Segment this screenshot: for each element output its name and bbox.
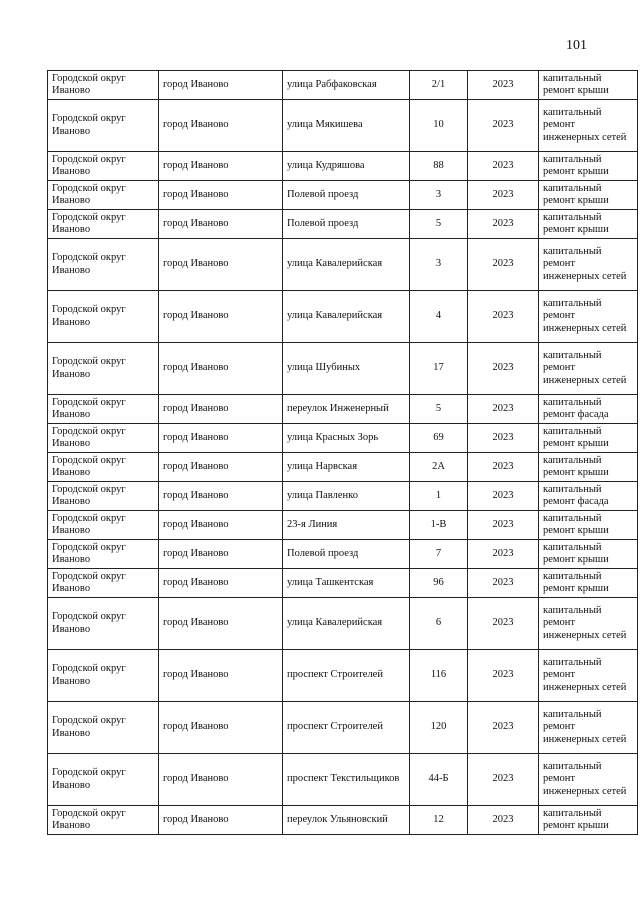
house-cell: 2А bbox=[410, 453, 468, 482]
year-cell: 2023 bbox=[468, 424, 539, 453]
street-cell: улица Кавалерийская bbox=[283, 239, 410, 291]
city-cell: город Иваново bbox=[159, 424, 283, 453]
year-cell: 2023 bbox=[468, 210, 539, 239]
house-cell: 1-В bbox=[410, 511, 468, 540]
year-cell: 2023 bbox=[468, 291, 539, 343]
street-cell: переулок Ульяновский bbox=[283, 806, 410, 835]
street-cell: Полевой проезд bbox=[283, 181, 410, 210]
table-row bbox=[48, 598, 638, 650]
house-cell: 5 bbox=[410, 395, 468, 424]
street-cell: Полевой проезд bbox=[283, 540, 410, 569]
table-row bbox=[48, 754, 638, 806]
year-cell: 2023 bbox=[468, 540, 539, 569]
house-cell: 5 bbox=[410, 210, 468, 239]
table-row bbox=[48, 540, 638, 569]
work-type-cell: капитальный ремонт крыши bbox=[539, 806, 638, 835]
year-cell: 2023 bbox=[468, 453, 539, 482]
district-cell: Городской округ Иваново bbox=[48, 540, 159, 569]
work-type-cell: капитальный ремонт крыши bbox=[539, 181, 638, 210]
district-cell: Городской округ Иваново bbox=[48, 482, 159, 511]
city-cell: город Иваново bbox=[159, 540, 283, 569]
house-cell: 6 bbox=[410, 598, 468, 650]
city-cell: город Иваново bbox=[159, 511, 283, 540]
year-cell: 2023 bbox=[468, 754, 539, 806]
street-cell: улица Красных Зорь bbox=[283, 424, 410, 453]
year-cell: 2023 bbox=[468, 343, 539, 395]
street-cell: улица Кавалерийская bbox=[283, 291, 410, 343]
city-cell: город Иваново bbox=[159, 181, 283, 210]
table-row bbox=[48, 100, 638, 152]
work-type-cell: капитальный ремонт инженерных сетей bbox=[539, 291, 638, 343]
year-cell: 2023 bbox=[468, 650, 539, 702]
city-cell: город Иваново bbox=[159, 702, 283, 754]
district-cell: Городской округ Иваново bbox=[48, 702, 159, 754]
house-cell: 96 bbox=[410, 569, 468, 598]
work-type-cell: капитальный ремонт крыши bbox=[539, 152, 638, 181]
house-cell: 10 bbox=[410, 100, 468, 152]
house-cell: 116 bbox=[410, 650, 468, 702]
table-row bbox=[48, 291, 638, 343]
house-cell: 12 bbox=[410, 806, 468, 835]
work-type-cell: капитальный ремонт инженерных сетей bbox=[539, 650, 638, 702]
year-cell: 2023 bbox=[468, 239, 539, 291]
table-row bbox=[48, 152, 638, 181]
city-cell: город Иваново bbox=[159, 395, 283, 424]
page-number: 101 bbox=[566, 38, 587, 53]
district-cell: Городской округ Иваново bbox=[48, 395, 159, 424]
table-row bbox=[48, 511, 638, 540]
street-cell: 23-я Линия bbox=[283, 511, 410, 540]
housing-repair-table bbox=[47, 70, 638, 835]
work-type-cell: капитальный ремонт инженерных сетей bbox=[539, 598, 638, 650]
street-cell: улица Павленко bbox=[283, 482, 410, 511]
work-type-cell: капитальный ремонт крыши bbox=[539, 511, 638, 540]
district-cell: Городской округ Иваново bbox=[48, 754, 159, 806]
street-cell: улица Шубиных bbox=[283, 343, 410, 395]
table-row bbox=[48, 343, 638, 395]
house-cell: 44-Б bbox=[410, 754, 468, 806]
house-cell: 2/1 bbox=[410, 71, 468, 100]
house-cell: 69 bbox=[410, 424, 468, 453]
table-row bbox=[48, 395, 638, 424]
year-cell: 2023 bbox=[468, 71, 539, 100]
year-cell: 2023 bbox=[468, 152, 539, 181]
street-cell: переулок Инженерный bbox=[283, 395, 410, 424]
house-cell: 3 bbox=[410, 181, 468, 210]
table-row bbox=[48, 702, 638, 754]
district-cell: Городской округ Иваново bbox=[48, 806, 159, 835]
house-cell: 7 bbox=[410, 540, 468, 569]
street-cell: улица Мякишева bbox=[283, 100, 410, 152]
work-type-cell: капитальный ремонт крыши bbox=[539, 540, 638, 569]
table-row bbox=[48, 181, 638, 210]
table-body bbox=[48, 71, 638, 835]
year-cell: 2023 bbox=[468, 100, 539, 152]
year-cell: 2023 bbox=[468, 806, 539, 835]
street-cell: проспект Текстильщиков bbox=[283, 754, 410, 806]
city-cell: город Иваново bbox=[159, 239, 283, 291]
district-cell: Городской округ Иваново bbox=[48, 511, 159, 540]
district-cell: Городской округ Иваново bbox=[48, 239, 159, 291]
year-cell: 2023 bbox=[468, 598, 539, 650]
street-cell: улица Кудряшова bbox=[283, 152, 410, 181]
district-cell: Городской округ Иваново bbox=[48, 71, 159, 100]
work-type-cell: капитальный ремонт крыши bbox=[539, 71, 638, 100]
table-row bbox=[48, 210, 638, 239]
year-cell: 2023 bbox=[468, 511, 539, 540]
city-cell: город Иваново bbox=[159, 291, 283, 343]
table-row bbox=[48, 806, 638, 835]
work-type-cell: капитальный ремонт инженерных сетей bbox=[539, 343, 638, 395]
street-cell: улица Нарвская bbox=[283, 453, 410, 482]
city-cell: город Иваново bbox=[159, 71, 283, 100]
work-type-cell: капитальный ремонт инженерных сетей bbox=[539, 239, 638, 291]
table-row bbox=[48, 239, 638, 291]
city-cell: город Иваново bbox=[159, 806, 283, 835]
district-cell: Городской округ Иваново bbox=[48, 650, 159, 702]
year-cell: 2023 bbox=[468, 569, 539, 598]
year-cell: 2023 bbox=[468, 482, 539, 511]
street-cell: проспект Строителей bbox=[283, 702, 410, 754]
district-cell: Городской округ Иваново bbox=[48, 210, 159, 239]
city-cell: город Иваново bbox=[159, 482, 283, 511]
city-cell: город Иваново bbox=[159, 598, 283, 650]
city-cell: город Иваново bbox=[159, 754, 283, 806]
city-cell: город Иваново bbox=[159, 453, 283, 482]
year-cell: 2023 bbox=[468, 395, 539, 424]
table-row bbox=[48, 71, 638, 100]
district-cell: Городской округ Иваново bbox=[48, 424, 159, 453]
street-cell: Полевой проезд bbox=[283, 210, 410, 239]
work-type-cell: капитальный ремонт инженерных сетей bbox=[539, 702, 638, 754]
house-cell: 17 bbox=[410, 343, 468, 395]
city-cell: город Иваново bbox=[159, 100, 283, 152]
table-row bbox=[48, 569, 638, 598]
city-cell: город Иваново bbox=[159, 210, 283, 239]
house-cell: 4 bbox=[410, 291, 468, 343]
district-cell: Городской округ Иваново bbox=[48, 152, 159, 181]
table-row bbox=[48, 650, 638, 702]
street-cell: улица Рабфаковская bbox=[283, 71, 410, 100]
work-type-cell: капитальный ремонт крыши bbox=[539, 453, 638, 482]
work-type-cell: капитальный ремонт крыши bbox=[539, 210, 638, 239]
table-row bbox=[48, 424, 638, 453]
district-cell: Городской округ Иваново bbox=[48, 453, 159, 482]
work-type-cell: капитальный ремонт фасада bbox=[539, 395, 638, 424]
work-type-cell: капитальный ремонт крыши bbox=[539, 424, 638, 453]
work-type-cell: капитальный ремонт инженерных сетей bbox=[539, 754, 638, 806]
house-cell: 3 bbox=[410, 239, 468, 291]
table-row bbox=[48, 482, 638, 511]
district-cell: Городской округ Иваново bbox=[48, 569, 159, 598]
work-type-cell: капитальный ремонт инженерных сетей bbox=[539, 100, 638, 152]
district-cell: Городской округ Иваново bbox=[48, 181, 159, 210]
house-cell: 120 bbox=[410, 702, 468, 754]
city-cell: город Иваново bbox=[159, 569, 283, 598]
district-cell: Городской округ Иваново bbox=[48, 343, 159, 395]
city-cell: город Иваново bbox=[159, 152, 283, 181]
work-type-cell: капитальный ремонт фасада bbox=[539, 482, 638, 511]
table-row bbox=[48, 453, 638, 482]
street-cell: улица Ташкентская bbox=[283, 569, 410, 598]
district-cell: Городской округ Иваново bbox=[48, 291, 159, 343]
year-cell: 2023 bbox=[468, 702, 539, 754]
city-cell: город Иваново bbox=[159, 650, 283, 702]
district-cell: Городской округ Иваново bbox=[48, 100, 159, 152]
house-cell: 1 bbox=[410, 482, 468, 511]
work-type-cell: капитальный ремонт крыши bbox=[539, 569, 638, 598]
city-cell: город Иваново bbox=[159, 343, 283, 395]
year-cell: 2023 bbox=[468, 181, 539, 210]
street-cell: проспект Строителей bbox=[283, 650, 410, 702]
house-cell: 88 bbox=[410, 152, 468, 181]
district-cell: Городской округ Иваново bbox=[48, 598, 159, 650]
street-cell: улица Кавалерийская bbox=[283, 598, 410, 650]
